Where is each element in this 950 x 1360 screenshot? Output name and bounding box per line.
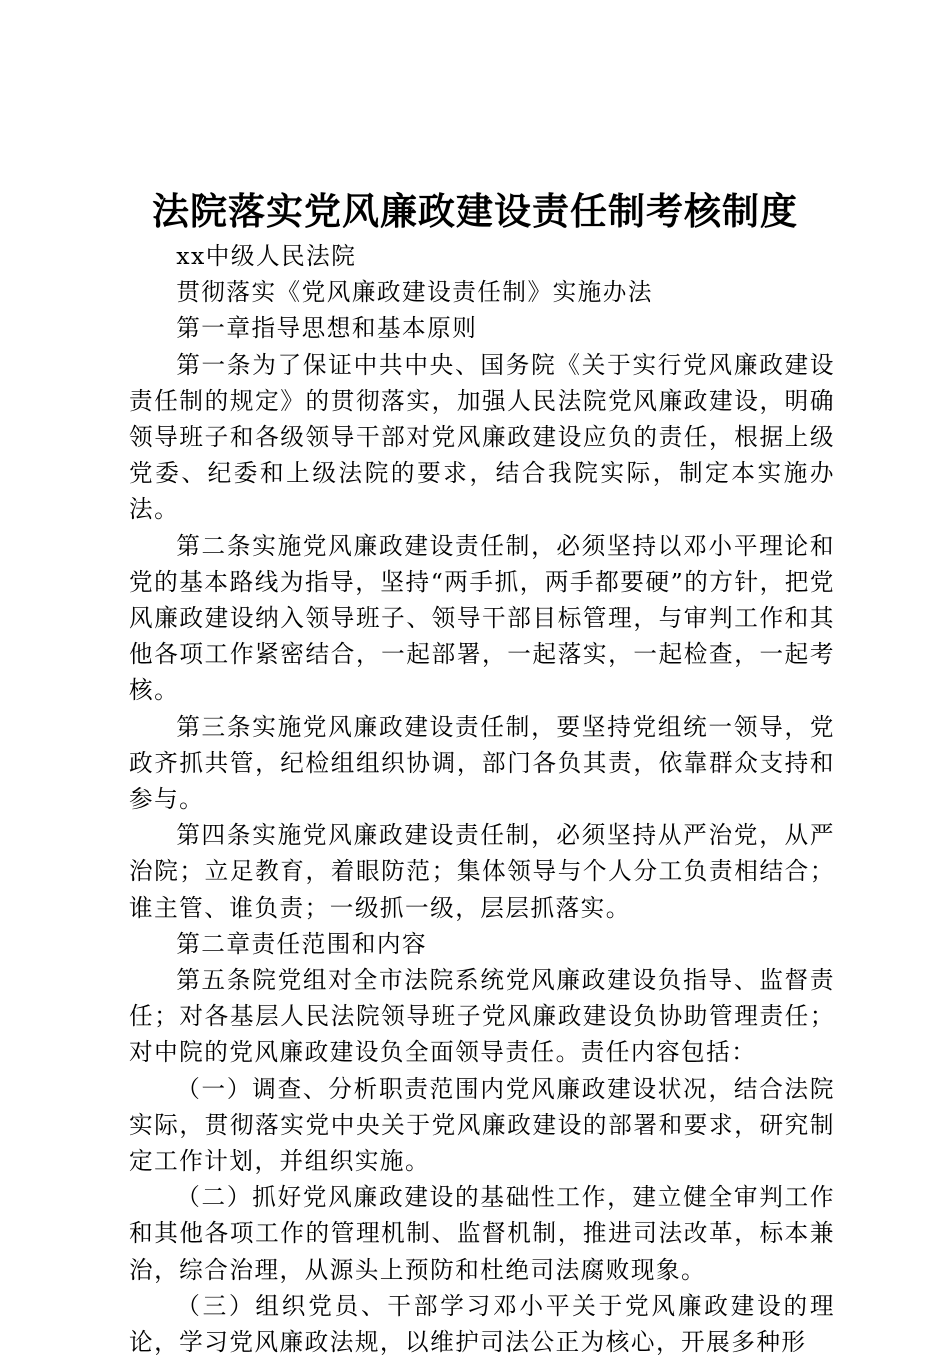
article-3: 第三条实施党风廉政建设责任制，要坚持党组统一领导，党政齐抓共管，纪检组组织协调，部门各负其责，依靠群众支持和参与。 — [129, 712, 835, 814]
article-5: 第五条院党组对全市法院系统党风廉政建设负指导、监督责任；对各基层人民法院领导班子党风廉政建设负协助管理责任；对中院的党风廉政建设负全面领导责任。责任内容包括： — [129, 966, 835, 1067]
chapter-heading-2: 第二章责任范围和内容 — [176, 929, 428, 958]
document-title: 法院落实党风廉政建设责任制考核制度 — [152, 189, 798, 233]
article-5-item-1: （一）调查、分析职责范围内党风廉政建设状况，结合法院实际，贯彻落实党中央关于党风廉政建设的部署和要求，研究制定工作计划，并组织实施。 — [129, 1074, 835, 1176]
article-1: 第一条为了保证中共中央、国务院《关于实行党风廉政建设责任制的规定》的贯彻落实，加强人民法院党风廉政建设，明确领导班子和各级领导干部对党风廉政建设应负的责任，根据上级党委、纪委和上级法院的要求，结合我院实际，制定本实施办法。 — [129, 350, 835, 524]
article-4: 第四条实施党风廉政建设责任制，必须坚持从严治党，从严治院；立足教育，着眼防范；集体领导与个人分工负责相结合；谁主管、谁负责；一级抓一级，层层抓落实。 — [129, 821, 835, 922]
document-subtitle: 贯彻落实《党风廉政建设责任制》实施办法 — [176, 278, 653, 307]
article-5-item-2: （二）抓好党风廉政建设的基础性工作，建立健全审判工作和其他各项工作的管理机制、监督机制，推进司法改革，标本兼治，综合治理，从源头上预防和杜绝司法腐败现象。 — [129, 1183, 835, 1284]
article-2: 第二条实施党风廉政建设责任制，必须坚持以邓小平理论和党的基本路线为指导，坚持“两手抓，两手都要硬”的方针，把党风廉政建设纳入领导班子、领导干部目标管理，与审判工作和其他各项工作紧密结合，一起部署，一起落实，一起检查，一起考核。 — [129, 531, 835, 705]
court-name: xx中级人民法院 — [176, 242, 357, 270]
document-body — [129, 238, 835, 1360]
article-5-item-3: （三）组织党员、干部学习邓小平关于党风廉政建设的理论，学习党风廉政法规，以维护司法公正为核心，开展多种形 — [129, 1291, 835, 1357]
chapter-heading-1: 第一章指导思想和基本原则 — [176, 314, 478, 343]
